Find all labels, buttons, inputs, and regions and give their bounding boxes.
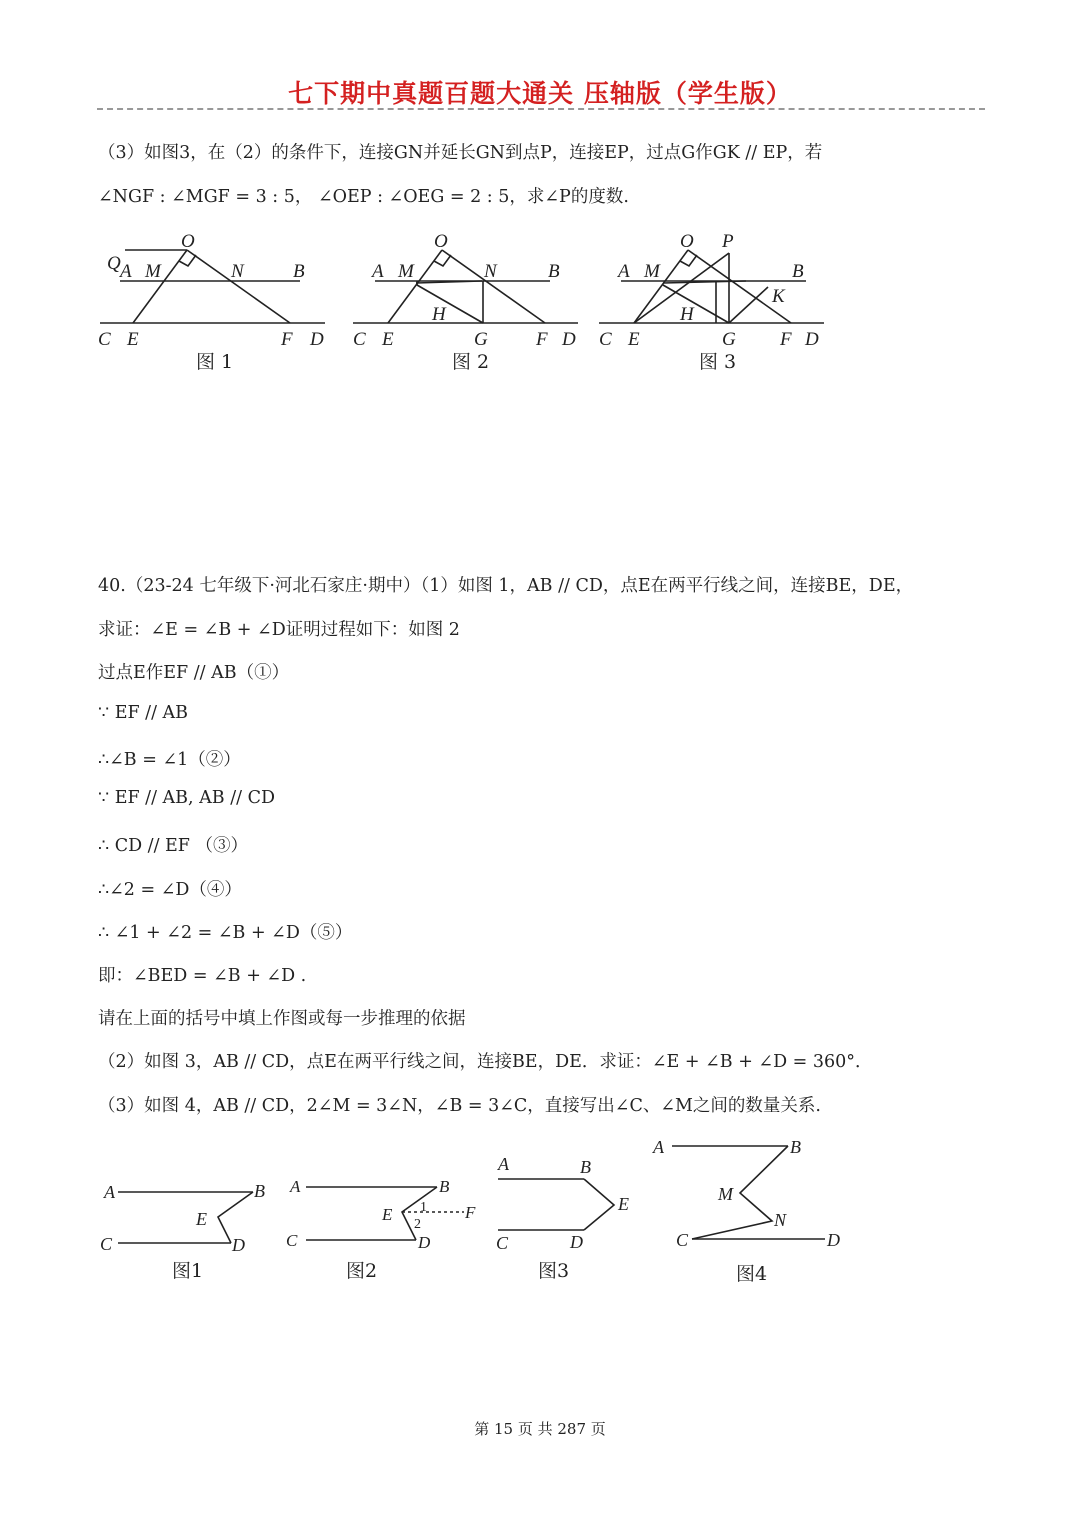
q40-step-4: ∵ EF // AB, AB // CD: [98, 788, 275, 808]
fig3-label-P: P: [722, 231, 734, 252]
q40-figure-1: [98, 1175, 278, 1255]
fig2-label-M: M: [398, 261, 414, 282]
q40-fig4-label-D: D: [827, 1230, 840, 1250]
q40-fig2-label-B: B: [439, 1177, 450, 1196]
q40-part2: （2）如图 3，AB // CD，点E在两平行线之间，连接BE，DE．求证：∠E + ∠B + ∠D = 360°．: [98, 1052, 873, 1072]
q40-fig3-label-D: D: [570, 1232, 583, 1252]
q40-fig2-label-1: 1: [420, 1200, 427, 1215]
q40-fig2-label-D: D: [418, 1233, 431, 1252]
q40-fig2-label-C: C: [286, 1231, 298, 1250]
fig1-label-C: C: [98, 329, 111, 350]
q40-fig2-label-2: 2: [414, 1217, 421, 1232]
q40-fig1-label-A: A: [104, 1182, 115, 1202]
q40-fill-instruction: 请在上面的括号中填上作图或每一步推理的依据: [98, 1009, 466, 1029]
fig3-label-E: E: [628, 329, 640, 350]
fig1-label-A: A: [120, 261, 132, 282]
fig1-label-Q: Q: [107, 253, 121, 274]
q40-figure-4-caption: 图4: [736, 1263, 768, 1285]
fig2-label-B: B: [548, 261, 560, 282]
q40-conclusion: 即：∠BED = ∠B + ∠D .: [98, 966, 307, 986]
q39-part3-line2: ∠NGF : ∠MGF = 3 : 5， ∠OEP : ∠OEG = 2 : 5，求∠P的度数.: [98, 187, 629, 207]
q40-fig2-label-A: A: [290, 1177, 301, 1196]
fig1-label-B: B: [293, 261, 305, 282]
document-title: 七下期中真题百题大通关 压轴版（学生版）: [288, 79, 792, 108]
q40-intro: 40.（23-24 七年级下·河北石家庄·期中）（1）如图 1，AB // CD，点E在两平行线之间，连接BE，DE，: [98, 576, 914, 596]
header-divider: [97, 108, 985, 110]
fig3-label-A: A: [618, 261, 630, 282]
q40-step-7: ∴ ∠1 + ∠2 = ∠B + ∠D（⑤）: [98, 923, 353, 943]
fig3-label-O: O: [680, 231, 694, 252]
q40-fig3-label-C: C: [496, 1233, 509, 1253]
fig3-label-F: F: [780, 329, 792, 350]
page-number: 第 15 页 共 287 页: [474, 1420, 606, 1438]
fig2-label-G: G: [474, 329, 488, 350]
q40-fig1-label-E: E: [196, 1209, 207, 1229]
fig3-label-D: D: [805, 329, 819, 350]
q39-figure-3-caption: 图 3: [699, 351, 737, 373]
q40-figure-1-caption: 图1: [172, 1260, 204, 1282]
q39-figure-2: [350, 225, 595, 350]
q40-step-3: ∴∠B = ∠1（②）: [98, 750, 241, 770]
q40-step-6: ∴∠2 = ∠D（④）: [98, 880, 242, 900]
fig1-label-F: F: [281, 329, 293, 350]
q40-fig3-label-A: A: [498, 1154, 509, 1174]
fig2-label-A: A: [372, 261, 384, 282]
fig3-label-G: G: [722, 329, 736, 350]
q40-fig3-label-B: B: [580, 1157, 591, 1177]
q40-fig3-label-E: E: [618, 1194, 629, 1214]
q39-figure-3: [596, 225, 841, 350]
fig2-label-C: C: [353, 329, 366, 350]
q40-figure-4: [650, 1133, 850, 1253]
q40-fig1-label-D: D: [232, 1235, 245, 1255]
fig2-label-D: D: [562, 329, 576, 350]
q40-fig4-label-C: C: [676, 1230, 689, 1250]
q39-figure-1: [95, 225, 340, 350]
q40-prove: 求证：∠E = ∠B + ∠D证明过程如下：如图 2: [98, 620, 460, 640]
q39-part3-line1: （3）如图3，在（2）的条件下，连接GN并延长GN到点P，连接EP，过点G作GK // EP，若: [98, 143, 823, 163]
q40-fig2-label-E: E: [382, 1205, 393, 1224]
q40-step-2: ∵ EF // AB: [98, 703, 189, 723]
q40-fig1-label-C: C: [100, 1234, 113, 1254]
q40-fig4-label-N: N: [774, 1210, 787, 1230]
q40-figure-2-caption: 图2: [346, 1260, 378, 1282]
fig1-label-E: E: [127, 329, 139, 350]
fig3-label-M: M: [644, 261, 660, 282]
fig2-label-E: E: [382, 329, 394, 350]
q40-fig4-label-A: A: [653, 1137, 664, 1157]
fig1-label-D: D: [310, 329, 324, 350]
fig2-label-H: H: [432, 304, 446, 325]
q40-fig1-label-B: B: [254, 1181, 265, 1201]
q40-figure-3-caption: 图3: [538, 1260, 570, 1282]
fig1-label-M: M: [145, 261, 161, 282]
q40-step-5: ∴ CD // EF （③）: [98, 836, 249, 856]
q40-figure-2: [284, 1170, 484, 1255]
q40-fig4-label-B: B: [790, 1137, 801, 1157]
fig3-label-K: K: [772, 286, 785, 307]
fig2-label-N: N: [484, 261, 497, 282]
fig3-label-B: B: [792, 261, 804, 282]
fig2-label-F: F: [536, 329, 548, 350]
fig1-label-O: O: [181, 231, 195, 252]
q40-step-1: 过点E作EF // AB（①）: [98, 663, 290, 683]
q40-figure-3: [492, 1150, 642, 1255]
fig3-label-C: C: [599, 329, 612, 350]
q39-figure-1-caption: 图 1: [196, 351, 234, 373]
fig1-label-N: N: [231, 261, 244, 282]
q39-figure-2-caption: 图 2: [452, 351, 490, 373]
fig3-label-H: H: [680, 304, 694, 325]
q40-part3: （3）如图 4，AB // CD，2∠M = 3∠N，∠B = 3∠C，直接写出∠C、∠M之间的数量关系.: [98, 1096, 821, 1116]
q40-fig4-label-M: M: [718, 1184, 733, 1204]
fig2-label-O: O: [434, 231, 448, 252]
q40-fig2-label-F: F: [465, 1203, 476, 1222]
